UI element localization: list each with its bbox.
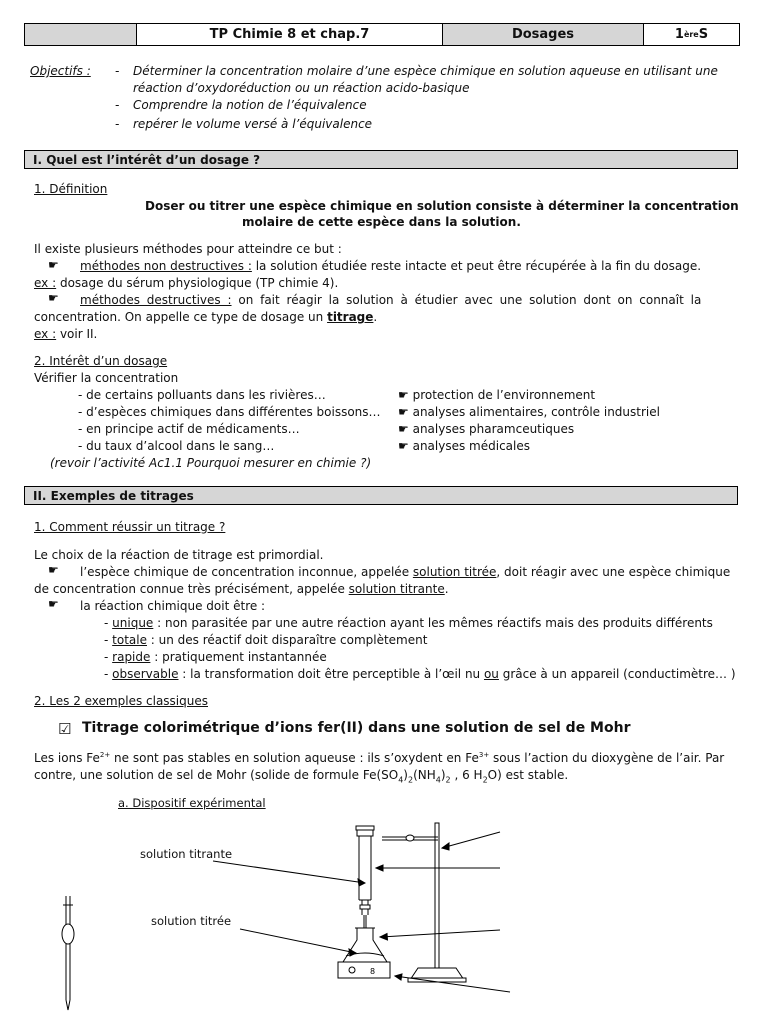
pipette-drawing (62, 896, 74, 1010)
checkbox-icon: ☑ (58, 720, 72, 738)
verifier-text: Vérifier la concentration (34, 371, 179, 385)
objectif-item-1: Déterminer la concentration molaire d’une espèce chimique en solution aqueuse en utilisant une (133, 64, 718, 78)
list-item: - de certains polluants dans les rivières… (78, 388, 326, 402)
dispositif-heading: a. Dispositif expérimental (118, 796, 266, 810)
method-destructive: méthodes destructives : on fait réagir la solution à étudier avec une solution dont on connaît la (80, 293, 702, 307)
svg-text:8: 8 (370, 967, 376, 976)
pointing-hand-icon: ☛ (398, 388, 409, 402)
fe-paragraph-line-1: Les ions $Fe^{2+}$ ne sont pas stables en solution aqueuse : ils s’oxydent en $Fe^{3+}$ sous l’action du dioxygène de l’air. Par (34, 751, 725, 765)
solution-titree-def-cont: de concentration connue très précisément, appelée solution titrante. (34, 582, 449, 596)
objectif-item-3: repérer le volume versé à l’équivalence (133, 117, 373, 131)
list-item: - en principe actif de médicaments… (78, 422, 300, 436)
pointing-hand-icon: ☛ (48, 563, 59, 577)
section-2-title: II. Exemples de titrages (24, 486, 738, 505)
example-1: ex : dosage du sérum physiologique (TP chimie 4). (34, 276, 339, 290)
erlenmeyer-drawing (343, 928, 387, 962)
list-item: - du taux d’alcool dans le sang… (78, 439, 275, 453)
objectif-item-1-cont: réaction d’oxydoréduction ou un réaction acido-basique (133, 81, 470, 95)
pointing-hand-icon: ☛ (398, 422, 409, 436)
header-level: 1 ère S (674, 27, 709, 42)
list-item: ☛ analyses alimentaires, contrôle industriel (398, 405, 660, 419)
list-item: ☛ analyses médicales (398, 439, 530, 453)
method-non-destructive: méthodes non destructives : la solution étudiée reste intacte et peut être récupérée à la fin du dosage. (80, 259, 702, 273)
pointing-hand-icon: ☛ (398, 439, 409, 453)
method-destructive-cont: concentration. On appelle ce type de dosage un titrage. (34, 310, 378, 324)
choix-text: Le choix de la réaction de titrage est primordial. (34, 548, 324, 562)
objectif-item-2: Comprendre la notion de l’équivalence (133, 98, 367, 112)
condition-rapide: - rapide : pratiquement instantannée (104, 650, 327, 664)
example-2: ex : voir II. (34, 327, 98, 341)
condition-totale: - totale : un des réactif doit disparaître complètement (104, 633, 428, 647)
mohr-title: Titrage colorimétrique d’ions fer(II) dans une solution de sel de Mohr (82, 720, 631, 736)
exemples-heading: 2. Les 2 exemples classiques (34, 694, 208, 708)
objectif-dash-1: - (115, 64, 120, 78)
objectif-dash-2: - (115, 98, 120, 112)
definition-line-1: Doser ou titrer une espèce chimique en solution consiste à déterminer la concentration (145, 199, 739, 213)
objectifs-label: Objectifs : (30, 64, 91, 78)
pointing-hand-icon: ☛ (398, 405, 409, 419)
reaction-conditions-intro: la réaction chimique doit être : (80, 599, 266, 613)
methods-intro: Il existe plusieurs méthodes pour atteindre ce but : (34, 242, 342, 256)
definition-line-2: molaire de cette espèce dans la solution. (242, 215, 521, 229)
definition-heading: 1. Définition (34, 182, 108, 196)
list-item: - d’espèces chimiques dans différentes boissons… (78, 405, 381, 419)
reussir-heading: 1. Comment réussir un titrage ? (34, 520, 226, 534)
burette-drawing (356, 826, 374, 928)
pointing-hand-icon: ☛ (48, 258, 59, 272)
magnetic-stirrer-drawing (338, 962, 390, 978)
fe-paragraph-line-2: contre, une solution de sel de Mohr (solide de formule $Fe(SO_4)_2(NH_4)_2$ , 6 $H_2O$) est stable. (34, 768, 569, 785)
solution-titree-def: l’espèce chimique de concentration inconnue, appelée solution titrée, doit réagir avec une espèce chimique (80, 565, 731, 579)
header-course: TP Chimie 8 et chap.7 (137, 24, 443, 45)
interet-heading: 2. Intérêt d’un dosage (34, 354, 168, 368)
label-solution-titrante: solution titrante (140, 847, 233, 861)
condition-unique: - unique : non parasitée par une autre réaction ayant les mêmes réactifs mais des produits différents (104, 616, 713, 630)
header-topic: Dosages (443, 24, 644, 45)
condition-observable: - observable : la transformation doit être perceptible à l’œil nu ou grâce à un appareil (conductimètre… ) (104, 667, 736, 681)
list-item: ☛ analyses pharamceutiques (398, 422, 575, 436)
list-item: ☛ protection de l’environnement (398, 388, 596, 402)
revoir-note: (revoir l’activité Ac1.1 Pourquoi mesurer en chimie ?) (50, 456, 372, 470)
section-1-title: I. Quel est l’intérêt d’un dosage ? (24, 150, 738, 169)
pointing-hand-icon: ☛ (48, 291, 59, 305)
objectif-dash-3: - (115, 117, 120, 131)
stand-drawing (382, 823, 466, 982)
pointing-hand-icon: ☛ (48, 597, 59, 611)
label-solution-titree: solution titrée (151, 914, 232, 928)
